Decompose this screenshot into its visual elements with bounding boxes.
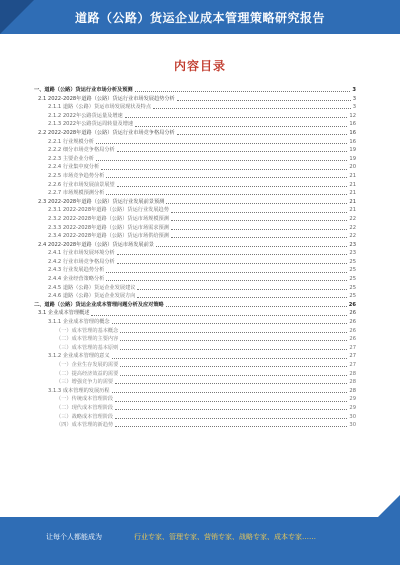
- toc-leader-dots: [106, 194, 347, 195]
- toc-entry-title: （四）成本管理的新趋势: [56, 422, 114, 429]
- toc-entry-title: 2.4.1 行业市场发展环境分析: [48, 250, 115, 257]
- toc-entry-title: （二）现代成本管理阶段: [56, 404, 114, 411]
- toc-leader-dots: [106, 272, 347, 273]
- toc-leader-dots: [171, 237, 347, 238]
- toc-entry-title: 2.4.3 行业发展趋势分析: [48, 267, 105, 274]
- toc-entry-page: 26: [349, 336, 356, 343]
- toc-entry-page: 21: [349, 172, 356, 179]
- toc-entry-page: 26: [349, 319, 356, 326]
- toc-heading: 内容目录: [173, 59, 226, 73]
- toc-entry[interactable]: [34, 249, 356, 258]
- toc-entry[interactable]: [34, 95, 356, 104]
- toc-entry[interactable]: [34, 404, 356, 413]
- toc-entry[interactable]: [34, 215, 356, 224]
- toc-entry[interactable]: [34, 138, 356, 147]
- toc-leader-dots: [135, 91, 351, 92]
- toc-entry[interactable]: [34, 275, 356, 284]
- toc-entry[interactable]: [34, 120, 356, 129]
- toc-entry-page: 21: [349, 190, 356, 197]
- toc-entry-page: 16: [349, 138, 356, 145]
- toc-entry[interactable]: [34, 395, 356, 404]
- toc-leader-dots: [106, 280, 347, 281]
- header-banner: [0, 0, 400, 34]
- toc-entry-page: 22: [349, 233, 356, 240]
- toc-entry-page: 29: [349, 404, 356, 411]
- toc-entry-title: 2.1 2022-2028年道路（公路）货运行业市场发展趋势分析: [38, 95, 175, 102]
- toc-entry[interactable]: [34, 189, 356, 198]
- toc-entry-page: 16: [349, 129, 356, 136]
- toc-leader-dots: [91, 315, 347, 316]
- toc-entry-title: 2.4.2 行业市场竞争格局分析: [48, 258, 115, 265]
- toc-entry-title: 2.3.4 2022-2028年道路（公路）货运市场供给预测: [48, 233, 169, 240]
- toc-entry[interactable]: [34, 146, 356, 155]
- toc-leader-dots: [171, 229, 347, 230]
- toc-entry-page: 25: [349, 267, 356, 274]
- toc-entry-title: 二、道路（公路）货运企业成本管理问题分析及应对策略: [34, 301, 164, 308]
- toc-leader-dots: [171, 212, 347, 213]
- toc-entry[interactable]: [34, 103, 356, 112]
- toc-entry-title: 2.2.5 市场竞争趋势分析: [48, 172, 105, 179]
- toc-entry[interactable]: [34, 335, 356, 344]
- toc-entry-title: （三）成本管理的基本原则: [56, 344, 119, 351]
- toc-entry[interactable]: [34, 232, 356, 241]
- toc-entry-title: 2.3.1 2022-2028年道路（公路）货运行业发展趋势: [48, 207, 169, 214]
- toc-entry[interactable]: [34, 112, 356, 121]
- toc-entry-page: 3: [352, 87, 356, 93]
- toc-entry-title: （二）成本管理的主要内容: [56, 336, 119, 343]
- toc-entry-page: 28: [349, 370, 356, 377]
- toc-leader-dots: [112, 392, 348, 393]
- toc-entry[interactable]: [34, 163, 356, 172]
- toc-entry-title: 2.4 2022-2028年道路（公路）货运市场发展前景: [38, 241, 154, 248]
- toc-entry-title: 2.2 2022-2028年道路（公路）货运行业市场竞争格局分析: [38, 129, 175, 136]
- toc-leader-dots: [106, 177, 347, 178]
- toc-entry-page: 30: [349, 413, 356, 420]
- toc-entry[interactable]: [34, 361, 356, 370]
- toc-entry-title: 2.2.2 细分市场竞争格局分析: [48, 147, 115, 154]
- toc-entry-page: 19: [349, 155, 356, 162]
- toc-leader-dots: [120, 375, 347, 376]
- toc-entry-page: 30: [349, 422, 356, 429]
- toc-entry-page: 3: [352, 95, 356, 102]
- toc-leader-dots: [96, 160, 347, 161]
- toc-entry-page: 20: [349, 164, 356, 171]
- toc-entry-page: 22: [349, 224, 356, 231]
- toc-entry[interactable]: [34, 206, 356, 215]
- toc-leader-dots: [166, 306, 347, 307]
- toc-entry-page: 26: [349, 327, 356, 334]
- toc-entry-page: 25: [349, 276, 356, 283]
- toc-leader-dots: [166, 203, 347, 204]
- toc-leader-dots: [153, 108, 351, 109]
- toc-entry-title: 2.4.6 道路（公路）货运企业发展方向: [48, 293, 136, 300]
- toc-leader-dots: [115, 401, 347, 402]
- toc-leader-dots: [125, 117, 348, 118]
- toc-entry-page: 26: [349, 310, 356, 317]
- toc-entry[interactable]: [34, 352, 356, 361]
- toc-entry-page: 25: [349, 284, 356, 291]
- toc-entry-page: 12: [349, 112, 356, 119]
- toc-leader-dots: [135, 126, 347, 127]
- toc-entry-page: 28: [349, 387, 356, 394]
- toc-entry-title: 2.1.3 2022年公路货运周转量及增速: [48, 121, 134, 128]
- toc-entry-title: （一）传统成本管理阶段: [56, 396, 114, 403]
- toc-entry-title: 3.1.2 企业成本管理的意义: [48, 353, 110, 360]
- toc-entry-title: 2.3.2 2022-2028年道路（公路）货运市场规模预测: [48, 215, 169, 222]
- toc-entry-title: 3.1.1 企业成本管理的概念: [48, 319, 110, 326]
- toc-entry-title: 2.4.5 道路（公路）货运企业发展建议: [48, 284, 136, 291]
- toc-entry-title: （一）成本管理的基本概念: [56, 327, 119, 334]
- toc-leader-dots: [117, 263, 348, 264]
- toc-entry[interactable]: [34, 266, 356, 275]
- toc-leader-dots: [96, 143, 347, 144]
- table-of-contents: [34, 86, 356, 430]
- toc-entry-page: 21: [349, 181, 356, 188]
- toc-entry-title: （三）战略成本管理阶段: [56, 413, 114, 420]
- toc-entry-title: 2.2.4 行业集中度分析: [48, 164, 100, 171]
- toc-entry-title: （三）增强竞争力的需要: [56, 379, 114, 386]
- toc-entry[interactable]: [34, 292, 356, 301]
- toc-leader-dots: [117, 151, 348, 152]
- toc-entry-page: 27: [349, 353, 356, 360]
- toc-leader-dots: [115, 418, 347, 419]
- toc-leader-dots: [112, 323, 348, 324]
- toc-leader-dots: [115, 383, 347, 384]
- toc-entry[interactable]: [34, 284, 356, 293]
- toc-entry[interactable]: [34, 421, 356, 430]
- toc-entry-page: 21: [349, 198, 356, 205]
- toc-entry-title: 3.1.3 成本管理的发展历程: [48, 387, 110, 394]
- toc-entry[interactable]: [34, 172, 356, 181]
- toc-leader-dots: [120, 340, 347, 341]
- toc-entry[interactable]: [34, 258, 356, 267]
- toc-entry-page: 28: [349, 379, 356, 386]
- toc-entry-page: 3: [352, 104, 356, 111]
- toc-leader-dots: [120, 366, 347, 367]
- toc-entry-title: 一、道路（公路）货运行业市场分析及预测: [34, 87, 133, 93]
- toc-leader-dots: [120, 349, 347, 350]
- toc-leader-dots: [177, 100, 351, 101]
- toc-entry-page: 23: [349, 250, 356, 257]
- toc-entry[interactable]: [34, 224, 356, 233]
- toc-leader-dots: [101, 169, 347, 170]
- toc-entry-page: 16: [349, 121, 356, 128]
- toc-entry-title: 2.2.1 行业规模分析: [48, 138, 94, 145]
- toc-leader-dots: [171, 220, 347, 221]
- toc-leader-dots: [117, 254, 348, 255]
- toc-entry-page: 21: [349, 207, 356, 214]
- footer-banner: [0, 517, 400, 565]
- toc-entry-page: 27: [349, 362, 356, 368]
- toc-entry[interactable]: [34, 344, 356, 353]
- toc-leader-dots: [115, 426, 347, 427]
- toc-entry[interactable]: [34, 309, 356, 318]
- toc-entry-title: 2.2.3 主要企业分析: [48, 155, 94, 162]
- toc-entry[interactable]: [34, 86, 356, 95]
- toc-entry[interactable]: [34, 198, 356, 207]
- toc-entry-title: 3.1 企业成本管理概述: [38, 310, 90, 317]
- toc-entry-title: 2.2.6 行业市场发展前景展望: [48, 181, 115, 188]
- toc-entry-page: 19: [349, 147, 356, 154]
- toc-leader-dots: [137, 289, 347, 290]
- toc-entry-page: 25: [349, 258, 356, 265]
- toc-entry-page: 29: [349, 396, 356, 403]
- toc-entry-title: 2.1.1 道路（公路）货运市场发展现状及特点: [48, 104, 152, 111]
- footer-slogan: 让每个人都能成为: [46, 533, 102, 541]
- toc-entry[interactable]: [34, 301, 356, 310]
- toc-entry[interactable]: [34, 413, 356, 422]
- toc-entry[interactable]: [34, 318, 356, 327]
- toc-entry[interactable]: [34, 155, 356, 164]
- toc-entry-title: 2.1.2 2022年公路货运量及增速: [48, 112, 123, 119]
- toc-entry[interactable]: [34, 327, 356, 336]
- toc-leader-dots: [156, 246, 347, 247]
- toc-entry-page: 26: [348, 301, 356, 308]
- footer-roles: 行业专家、管理专家、营销专家、战略专家、成本专家……: [134, 533, 316, 541]
- toc-entry-title: （二）提高经济效益的需要: [56, 370, 119, 377]
- toc-leader-dots: [112, 358, 348, 359]
- toc-leader-dots: [115, 409, 347, 410]
- toc-entry-title: 2.3 2022-2028年道路（公路）货运行业发展前景预测: [38, 198, 165, 205]
- toc-entry-title: 2.2.7 市场规模预测分析: [48, 190, 105, 197]
- toc-entry[interactable]: [34, 129, 356, 138]
- toc-entry-page: 25: [349, 293, 356, 300]
- toc-leader-dots: [117, 186, 348, 187]
- toc-entry[interactable]: [34, 370, 356, 379]
- footer-corner-decoration: [378, 495, 400, 517]
- toc-leader-dots: [137, 297, 347, 298]
- toc-entry[interactable]: [34, 181, 356, 190]
- toc-entry[interactable]: [34, 241, 356, 250]
- toc-entry-page: 23: [349, 241, 356, 248]
- report-title: 道路（公路）货运企业成本管理策略研究报告: [74, 11, 325, 25]
- toc-entry[interactable]: [34, 378, 356, 387]
- toc-entry-page: 27: [349, 344, 356, 351]
- toc-entry-title: （一）企业生存发展的需要: [56, 362, 119, 368]
- toc-leader-dots: [120, 332, 347, 333]
- toc-entry[interactable]: [34, 387, 356, 396]
- toc-entry-page: 22: [349, 215, 356, 222]
- toc-leader-dots: [177, 134, 348, 135]
- toc-entry-title: 2.3.3 2022-2028年道路（公路）货运市场需求预测: [48, 224, 169, 231]
- toc-entry-title: 2.4.4 企业经营策略分析: [48, 276, 105, 283]
